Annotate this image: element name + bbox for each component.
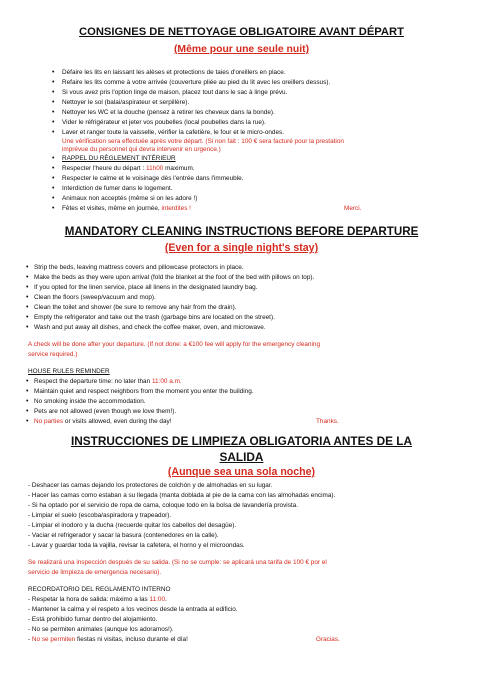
es-rule-5: - No se permiten fiestas ni visitas, incluso durante el día! (28, 636, 188, 643)
fr-rule-1 (62, 165, 195, 173)
es-item-2: - Hacer las camas como estaban a su llegada (manta doblada al pie de la cama con las almohadas encima). (28, 492, 336, 499)
fr-rule-1-text: Respecter l'heure du départ : (62, 165, 146, 172)
fr-item-5: • Nettoyer les WC et la douche (pensez à retirer les cheveux dans la bonde). (62, 109, 275, 117)
en-item-1: • Strip the beds, leaving mattress covers and pillowcase protectors in place. (34, 264, 244, 272)
es-item-1-text: Deshacer las camas dejando los protectores de colchón y de almohadas en su lugar. (31, 482, 273, 489)
fr-item-2: • Refaire les lits comme à votre arrivée (couverture pliée au pied du lit avec les oreillers dessus). (62, 79, 330, 87)
es-rule-1-time: 11:00 (149, 596, 166, 603)
es-item-3-text: Si ha optado por el servicio de ropa de cama, coloque todo en la bolsa de lavandería provista. (31, 502, 298, 509)
es-title-line-1: INSTRUCCIONES DE LIMPIEZA OBLIGATORIA ANTES DE LA (70, 434, 413, 448)
fr-rule-5 (62, 205, 191, 213)
es-check-line-1: Se realizará una inspección después de su salida. (Si no se cumple: se aplicará una tarifa de 100 € por el (28, 559, 327, 566)
es-item-4-text: Limpiar el suelo (escoba/aspiradora y trapeador). (31, 512, 172, 519)
es-rule-1-text: Respetar la hora de salida: máximo a las (31, 596, 150, 603)
en-rule-3: • No smoking inside the accommodation. (34, 398, 146, 406)
es-item-4: - Limpiar el suelo (escoba/aspiradora y trapeador). (28, 512, 172, 519)
fr-check-line-1: Une vérification sera effectuée après votre départ. (Si non fait : 100 € sera facturé pour la prestation (62, 138, 344, 145)
es-rule-2-text: Mantener la calma y el respeto a los vecinos desde la entrada al edificio. (31, 606, 238, 613)
fr-thanks: Merci. (344, 205, 362, 212)
en-rule-5 (34, 418, 172, 426)
en-subtitle: (Even for a single night's stay) (164, 242, 319, 254)
fr-rules-heading: • RAPPEL DU RÈGLEMENT INTÉRIEUR (62, 155, 176, 163)
es-rule-4: - No se permiten animales (aunque los adoramos!). (28, 626, 174, 633)
en-rule-5-red: No parties (34, 418, 64, 425)
fr-rule-1-time: 11h00 (146, 165, 164, 172)
es-subtitle: (Aunque sea una sola noche) (167, 466, 316, 478)
es-rule-3-text: Está prohibido fumar dentro del alojamiento. (31, 616, 158, 623)
es-item-6: - Vaciar el refrigerador y sacar la basura (contenedores en la calle). (28, 532, 219, 539)
fr-item-1: • Défaire les lits en laissant les alèses et protections de taies d'oreillers en place. (62, 69, 286, 77)
es-item-7-text: Lavar y guardar toda la vajilla, revisar la cafetera, el horno y el microondas. (31, 542, 245, 549)
en-title: MANDATORY CLEANING INSTRUCTIONS BEFORE DEPARTURE (64, 225, 419, 238)
es-item-6-text: Vaciar el refrigerador y sacar la basura (contenedores en la calle). (31, 532, 219, 539)
en-check-line-1: A check will be done after your departure. (If not done: a €100 fee will apply for the emergency cleaning (28, 341, 321, 348)
es-rule-5-text: fiestas ni visitas, incluso durante el día! (75, 636, 188, 643)
es-item-5: - Limpiar el inodoro y la ducha (recuerde quitar los cabellos del desagüe). (28, 522, 237, 529)
fr-rule-5-red: interdites ! (161, 205, 191, 212)
fr-title: CONSIGNES DE NETTOYAGE OBLIGATOIRE AVANT DÉPART (79, 26, 404, 38)
en-rules-heading: HOUSE RULES REMINDER (28, 368, 110, 375)
es-item-3: - Si ha optado por el servicio de ropa de cama, coloque todo en la bolsa de lavandería provista. (28, 502, 298, 509)
fr-item-7: • Laver et ranger toute la vaisselle, vérifier la cafetière, le four et le micro-ondes. (62, 129, 284, 137)
en-rule-5-text: or visits allowed, even during the day! (63, 418, 172, 425)
es-item-7: - Lavar y guardar toda la vajilla, revisar la cafetera, el horno y el microondas. (28, 542, 245, 549)
es-rule-4-text: No se permiten animales (aunque los adoramos!). (31, 626, 174, 633)
en-check-line-2: service required.) (28, 351, 78, 358)
fr-rule-2: • Respecter le calme et le voisinage dès l'entrée dans l'immeuble. (62, 175, 243, 183)
en-item-6: • Empty the refrigerator and take out the trash (garbage bins are located on the street). (34, 314, 275, 322)
en-rule-2: • Maintain quiet and respect neighbors from the moment you enter the building. (34, 388, 254, 396)
fr-item-6: • Vider le réfrigérateur et jeter vos poubelles (local poubelles dans la rue). (62, 119, 266, 127)
en-item-4: • Clean the floors (sweep/vacuum and mop). (34, 294, 156, 302)
en-thanks: Thanks. (316, 418, 339, 425)
en-rule-1-text: Respect the departure time: no later than (34, 378, 152, 385)
es-rules-heading: RECORDATORIO DEL REGLAMENTO INTERNO (28, 586, 171, 593)
es-item-5-text: Limpiar el inodoro y la ducha (recuerde quitar los cabellos del desagüe). (31, 522, 237, 529)
es-rule-3: - Está prohibido fumar dentro del alojamiento. (28, 616, 158, 623)
fr-item-4: • Nettoyer le sol (balai/aspirateur et serpillère). (62, 99, 189, 107)
es-check-line-2: servicio de limpieza de emergencia necesario). (28, 569, 162, 576)
en-item-7: • Wash and put away all dishes, and check the coffee maker, oven, and microwave. (34, 324, 266, 332)
fr-rule-1-suffix: maximum. (163, 165, 195, 172)
es-item-1: - Deshacer las camas dejando los protectores de colchón y de almohadas en su lugar. (28, 482, 273, 489)
en-item-2: • Make the beds as they were upon arrival (fold the blanket at the foot of the bed with pillows on top). (34, 274, 314, 282)
es-rule-5-red: No se permiten (31, 636, 76, 643)
fr-item-3: • Si vous avez pris l'option linge de maison, placez tout dans le sac à linge prévu. (62, 89, 287, 97)
fr-subtitle: (Même pour une seule nuit) (173, 44, 310, 55)
es-title-line-2: SALIDA (219, 450, 264, 464)
en-rule-1 (34, 378, 182, 386)
es-rule-2: - Mantener la calma y el respeto a los vecinos desde la entrada al edificio. (28, 606, 238, 613)
es-rule-1-suffix: . (165, 596, 167, 603)
es-rule-1: - Respetar la hora de salida: máximo a las 11:00. (28, 596, 167, 603)
en-item-3: • If you opted for the linen service, place all linens in the designated laundry bag. (34, 284, 257, 292)
fr-rule-3: • Interdiction de fumer dans le logement. (62, 185, 172, 193)
en-rule-1-time: 11:00 a.m. (151, 378, 182, 385)
fr-rule-4: • Animaux non acceptés (même si on les adore !) (62, 195, 197, 203)
en-item-5: • Clean the toilet and shower (be sure to remove any hair from the drain). (34, 304, 236, 312)
es-item-2-text: Hacer las camas como estaban a su llegada (manta doblada al pie de la cama con las almohadas encima). (31, 492, 336, 499)
fr-check-line-2: imprévue du personnel qui devra intervenir en urgence.) (62, 146, 221, 153)
en-rule-4: • Pets are not allowed (even though we love them!). (34, 408, 176, 416)
es-thanks: Gracias. (316, 636, 340, 643)
fr-rule-5-text: Fêtes et visites, même en journée, (62, 205, 162, 212)
